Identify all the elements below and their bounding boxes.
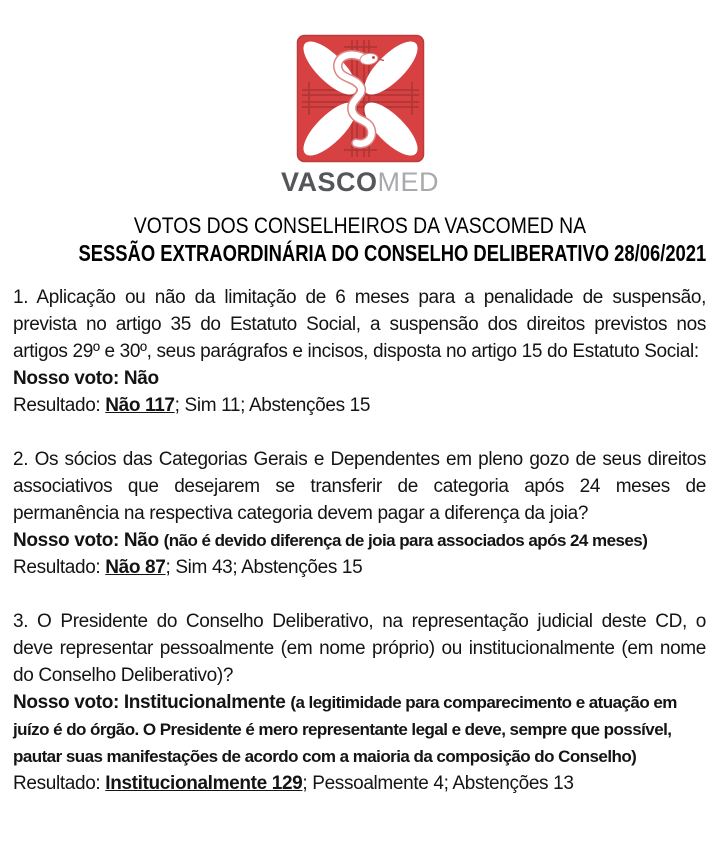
vote-item-2 [13,446,706,581]
result-winner: Institucionalmente 129 [105,773,303,794]
title-line-1: VOTOS DOS CONSELHEIROS DA VASCOMED NA [133,213,587,238]
result-prefix: Resultado: [13,557,106,578]
vote-item-1 [13,284,706,419]
vote-item-3 [13,608,706,797]
brand-wordmark [0,169,720,196]
header [0,0,720,196]
our-vote-label: Nosso voto: Não [13,368,159,389]
votes-list [0,269,720,797]
our-vote-line [13,365,706,392]
title-line-2: SESSÃO EXTRAORDINÁRIA DO CONSELHO DELIBERATIVO 28/06/2021 [78,240,707,266]
question-text: 3. O Presidente do Conselho Deliberativo, na representação judicial deste CD, o deve representar pessoalmente (em nome próprio) ou institucionalmente (em nome do Conselho Deliberativo)? [13,611,706,686]
our-vote-label: Nosso voto: Não [13,530,164,551]
our-vote-note: (a legitimidade para comparecimento e atuação em juízo é do órgão. O Presidente é mero representante legal e deve, sempre que possível, pautar suas manifestações de acordo com a maioria da composição do Conselho) [13,693,677,766]
result-line [13,392,706,419]
our-vote-line [13,527,706,554]
result-winner: Não 117 [105,395,175,416]
question-text: 1. Aplicação ou não da limitação de 6 meses para a penalidade de suspensão, prevista no artigo 35 do Estatuto Social, a suspensão dos direitos previstos nos artigos 29º e 30º, seus parágrafos e incisos, disposta no artigo 15 do Estatuto Social: [13,287,706,362]
page-title [0,213,720,269]
result-prefix: Resultado: [13,395,106,416]
result-winner: Não 87 [105,557,166,578]
question-text: 2. Os sócios das Categorias Gerais e Dependentes em pleno gozo de seus direitos associativos que desejarem se transferir de categoria após 24 meses de permanência na respectiva categoria devem pagar a diferença da joia? [13,449,706,524]
brand-vasco: VASCO [280,167,378,197]
result-rest: ; Sim 11; Abstenções 15 [174,395,371,416]
result-line [13,554,706,581]
our-vote-line [13,689,706,770]
vascomed-logo [295,33,426,164]
result-rest: ; Pessoalmente 4; Abstenções 13 [302,773,574,794]
result-rest: ; Sim 43; Abstenções 15 [165,557,363,578]
our-vote-label: Nosso voto: Institucionalmente [13,692,291,713]
our-vote-note: (não é devido diferença de joia para associados após 24 meses) [163,531,648,550]
result-prefix: Resultado: [13,773,106,794]
brand-med: MED [377,167,439,197]
result-line [13,770,706,797]
